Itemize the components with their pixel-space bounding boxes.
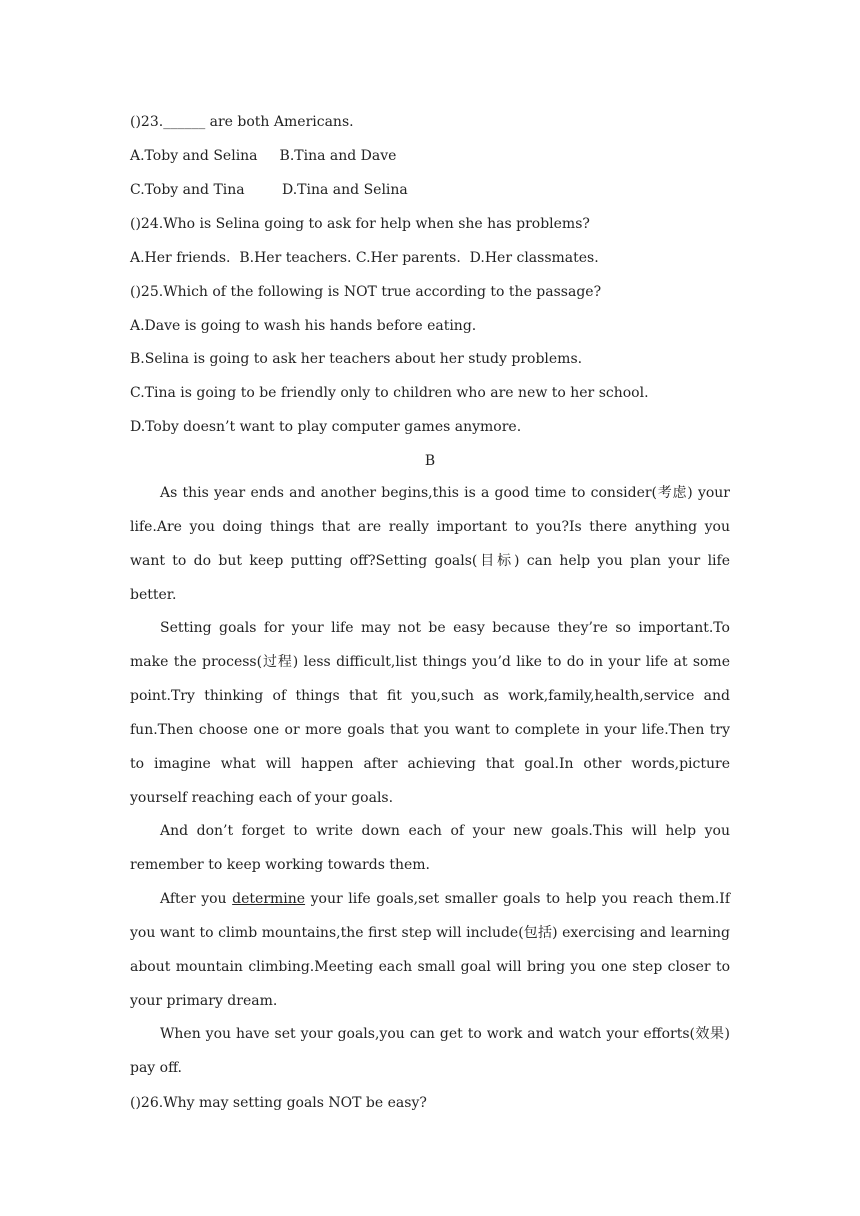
question-23-options-ab	[130, 146, 730, 166]
option-c: C.Toby and Tina	[130, 182, 245, 198]
question-23-options-cd	[130, 180, 730, 200]
question-25-option-d: D.Toby doesn’t want to play computer games anymore.	[130, 419, 522, 435]
paragraph-2: Setting goals for your life may not be easy because they’re so important.To make the process(过程) less difficult,list things you’d like to do in your life at some point.Try thinking of things that fit you,such as work,family,health,service and fun.Then choose one or more goals that you want to complete in your life.Then try to imagine what will happen after achieving that goal.In other words,picture yourself reaching each of your goals.	[130, 620, 730, 806]
question-24-options: A.Her friends. B.Her teachers. C.Her parents. D.Her classmates.	[130, 250, 599, 266]
passage-title: B	[424, 453, 436, 469]
question-25-option-b: B.Selina is going to ask her teachers about her study problems.	[130, 351, 583, 367]
paragraph-1: As this year ends and another begins,this is a good time to consider(考虑) your life.Are you doing things that are really important to you?Is there anything you want to do but keep putting off?Setting goals(目标) can help you plan your life better.	[130, 485, 730, 603]
option-a: A.Toby and Selina	[130, 148, 258, 164]
question-25-option-c: C.Tina is going to be friendly only to children who are new to her school.	[130, 385, 649, 401]
paragraph-4-lead: After you	[160, 891, 233, 907]
option-d: D.Tina and Selina	[282, 182, 408, 198]
option-b: B.Tina and Dave	[279, 148, 397, 164]
question-26: ()26.Why may setting goals NOT be easy?	[130, 1095, 427, 1111]
underlined-word: determine	[232, 891, 306, 907]
question-25-option-a: A.Dave is going to wash his hands before eating.	[130, 318, 477, 334]
paragraph-4-rest: your life goals,set smaller goals to help you reach them.If you want to climb mountains,the first step will include(包括) exercising and learning about mountain climbing.Meeting each small goal will bring you one step closer to your primary dream.	[130, 891, 730, 1009]
question-25: ()25.Which of the following is NOT true according to the passage?	[130, 284, 602, 300]
paragraph-4	[130, 883, 730, 1019]
question-23: ()23.______ are both Americans.	[130, 114, 354, 130]
question-24: ()24.Who is Selina going to ask for help when she has problems?	[130, 216, 590, 232]
paragraph-3: And don’t forget to write down each of your new goals.This will help you remember to keep working towards them.	[130, 823, 730, 873]
paragraph-5: When you have set your goals,you can get to work and watch your efforts(效果) pay off.	[130, 1026, 730, 1076]
